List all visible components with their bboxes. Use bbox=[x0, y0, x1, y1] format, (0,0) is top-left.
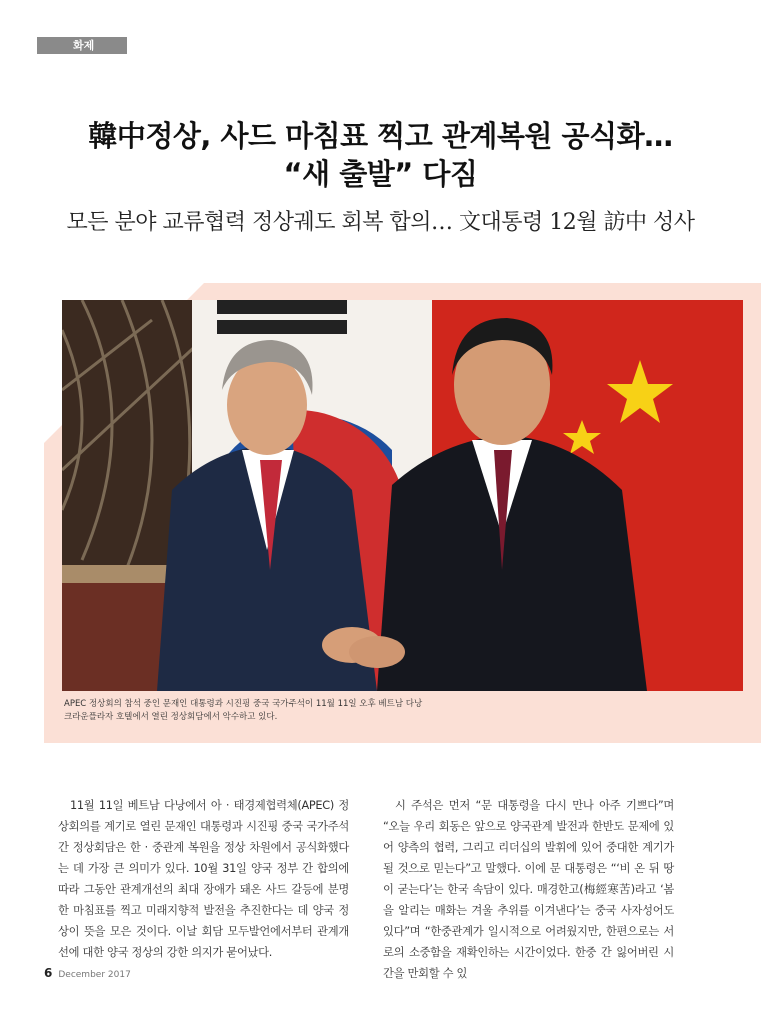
body-paragraph: 11월 11일 베트남 다낭에서 아 · 태경제협력체(APEC) 정상회의를 계기로 열린 문재인 대통령과 시진핑 중국 국가주석간 정상회담은 한 · 중관계 복원을 정상 차원에서 공식화했다는 데 가장 큰 의미가 있다. 10월 31일 양국 정부 간 합의에 따라 그동안 관계개선의 최대 장애가 돼온 사드 갈등에 분명한 마침표를 찍고 미래지향적 발전을 추진한다는 데 양국 정상이 뜻을 모은 것이다. 이날 회담 모두발언에서부터 관계개선에 대한 양국 정상의 강한 의지가 묻어났다. bbox=[58, 799, 349, 959]
subheadline: 모든 분야 교류협력 정상궤도 회복 합의… 文대통령 12월 訪中 성사 bbox=[66, 210, 695, 235]
issue-date: December 2017 bbox=[58, 970, 131, 980]
page-number: 6 bbox=[44, 966, 53, 980]
headline-line-1: 韓中정상, 사드 마침표 찍고 관계복원 공식화… bbox=[88, 119, 673, 153]
headline bbox=[0, 117, 761, 193]
section-tag: 화제 bbox=[37, 37, 127, 54]
page-footer bbox=[44, 966, 131, 980]
handshake-photo-illustration bbox=[62, 300, 743, 691]
body-column-left bbox=[58, 795, 349, 963]
headline-line-2: “새 출발” 다짐 bbox=[283, 157, 478, 191]
photo-caption: APEC 정상회의 참석 중인 문재인 대통령과 시진핑 중국 국가주석이 11월 11일 오후 베트남 다낭 크라운플라자 호텔에서 열린 정상회담에서 악수하고 있다. bbox=[64, 699, 423, 722]
summit-photo bbox=[62, 300, 743, 691]
body-paragraph: 시 주석은 먼저 “문 대통령을 다시 만나 아주 기쁘다”며 “오늘 우리 회동은 앞으로 양국관계 발전과 한반도 문제에 있어 양측의 협력, 그리고 리더십의 발휘에 있어 중대한 계기가 될 것으로 믿는다”고 말했다. 이에 문 대통령은 “‘비 온 뒤 땅이 굳는다’는 한국 속담이 있다. 매경한고(梅經寒苦)라고 ‘봄을 알리는 매화는 겨울 추위를 이겨낸다’는 중국 사자성어도 있다”며 “한중관계가 일시적으로 어려웠지만, 한편으로는 서로의 소중함을 재확인하는 시간이었다. 한중 간 잃어버린 시간을 만회할 수 있 bbox=[383, 799, 674, 980]
body-column-right bbox=[383, 795, 674, 984]
